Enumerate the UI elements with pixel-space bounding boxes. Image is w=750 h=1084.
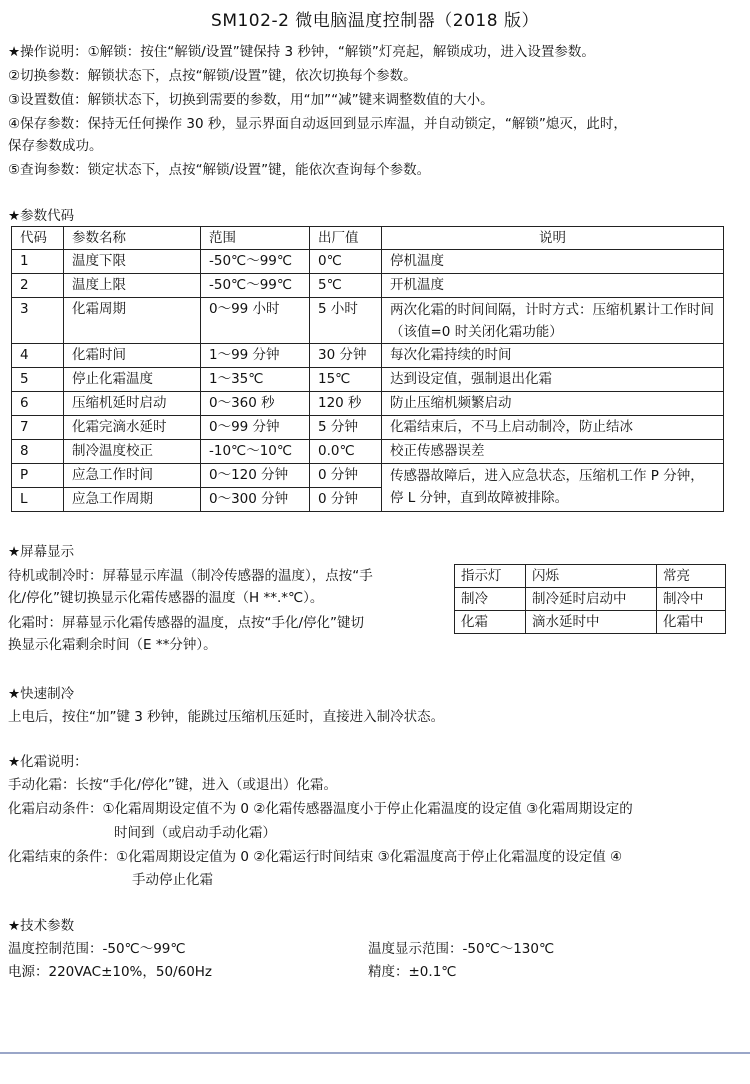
indicator-steady: 制冷中 — [657, 588, 726, 611]
tech-power: 电源：220VAC±10%，50/60Hz — [8, 964, 213, 980]
cell-name: 停止化霜温度 — [64, 368, 201, 392]
tech-disp-range: 温度显示范围：-50℃～130℃ — [368, 941, 555, 957]
cell-name: 应急工作周期 — [64, 488, 201, 512]
header-range: 范围 — [201, 227, 310, 250]
footer-divider — [0, 1052, 750, 1054]
cell-name: 化霜完滴水延时 — [64, 416, 201, 440]
cell-range: 0～120 分钟 — [201, 464, 310, 488]
cell-default: 0 分钟 — [310, 464, 382, 488]
indicator-header-steady: 常亮 — [657, 565, 726, 588]
header-default: 出厂值 — [310, 227, 382, 250]
cell-range: -50℃～99℃ — [201, 274, 310, 298]
indicator-light: 制冷 — [455, 588, 526, 611]
table-row — [12, 344, 724, 368]
cell-name: 应急工作时间 — [64, 464, 201, 488]
cell-name: 制冷温度校正 — [64, 440, 201, 464]
cell-range: 1～99 分钟 — [201, 344, 310, 368]
cell-code: L — [12, 488, 64, 512]
cell-desc: 化霜结束后，不马上启动制冷，防止结冰 — [382, 416, 724, 440]
cell-default: 0℃ — [310, 250, 382, 274]
params-heading: ★参数代码 — [8, 208, 75, 224]
cell-range: 0～360 秒 — [201, 392, 310, 416]
indicator-row — [455, 611, 726, 634]
cell-range: -50℃～99℃ — [201, 250, 310, 274]
table-row — [12, 416, 724, 440]
cell-code: 1 — [12, 250, 64, 274]
quick-heading: ★快速制冷 — [8, 686, 75, 702]
cell-code: 3 — [12, 298, 64, 344]
cell-desc: 两次化霜的时间间隔，计时方式：压缩机累计工作时间（该值=0 时关闭化霜功能） — [382, 298, 724, 344]
cell-range: -10℃～10℃ — [201, 440, 310, 464]
header-code: 代码 — [12, 227, 64, 250]
params-table — [11, 226, 724, 512]
cell-range: 0～300 分钟 — [201, 488, 310, 512]
indicator-steady: 化霜中 — [657, 611, 726, 634]
defrost-end-cont: 手动停止化霜 — [132, 872, 213, 888]
cell-desc: 开机温度 — [382, 274, 724, 298]
screen-defrost-cont: 换显示化霜剩余时间（E **分钟）。 — [8, 637, 217, 653]
header-name: 参数名称 — [64, 227, 201, 250]
indicator-row — [455, 588, 726, 611]
table-row — [12, 298, 724, 344]
table-row — [12, 368, 724, 392]
table-row — [12, 274, 724, 298]
cell-name: 温度下限 — [64, 250, 201, 274]
indicator-header-blink: 闪烁 — [526, 565, 657, 588]
ops-save-cont: 保存参数成功。 — [8, 138, 103, 154]
table-row — [12, 250, 724, 274]
cell-range: 1～35℃ — [201, 368, 310, 392]
cell-desc: 达到设定值，强制退出化霜 — [382, 368, 724, 392]
table-row — [12, 440, 724, 464]
quick-text: 上电后，按住“加”键 3 秒钟，能跳过压缩机压延时，直接进入制冷状态。 — [8, 709, 445, 725]
cell-desc: 传感器故障后，进入应急状态，压缩机工作 P 分钟，停 L 分钟，直到故障被排除。 — [382, 464, 724, 512]
table-row — [12, 464, 724, 488]
cell-code: 6 — [12, 392, 64, 416]
indicator-light: 化霜 — [455, 611, 526, 634]
cell-default: 0.0℃ — [310, 440, 382, 464]
indicator-header-row — [455, 565, 726, 588]
indicator-table — [454, 564, 726, 634]
defrost-manual: 手动化霜：长按“手化/停化”键，进入（或退出）化霜。 — [8, 777, 338, 793]
cell-code: 7 — [12, 416, 64, 440]
screen-defrost: 化霜时：屏幕显示化霜传感器的温度，点按“手化/停化”键切 — [8, 615, 365, 631]
cell-range: 0～99 小时 — [201, 298, 310, 344]
cell-code: 5 — [12, 368, 64, 392]
tech-ctrl-range: 温度控制范围：-50℃～99℃ — [8, 941, 186, 957]
ops-switch: ②切换参数：解锁状态下，点按“解锁/设置”键，依次切换每个参数。 — [8, 68, 417, 84]
screen-standby: 待机或制冷时：屏幕显示库温（制冷传感器的温度），点按“手 — [8, 568, 373, 584]
cell-code: 2 — [12, 274, 64, 298]
cell-name: 化霜周期 — [64, 298, 201, 344]
ops-unlock: ★操作说明：①解锁：按住“解锁/设置”键保持 3 秒钟，“解锁”灯亮起，解锁成功，进入设置参数。 — [8, 44, 595, 60]
cell-desc: 每次化霜持续的时间 — [382, 344, 724, 368]
cell-code: 8 — [12, 440, 64, 464]
defrost-start-cont: 时间到（或启动手动化霜） — [114, 825, 276, 841]
cell-code: 4 — [12, 344, 64, 368]
cell-desc: 停机温度 — [382, 250, 724, 274]
tech-heading: ★技术参数 — [8, 918, 75, 934]
cell-default: 15℃ — [310, 368, 382, 392]
cell-range: 0～99 分钟 — [201, 416, 310, 440]
ops-set: ③设置数值：解锁状态下，切换到需要的参数，用“加”“减”键来调整数值的大小。 — [8, 92, 494, 108]
defrost-heading: ★化霜说明： — [8, 754, 88, 770]
table-header-row — [12, 227, 724, 250]
defrost-start: 化霜启动条件：①化霜周期设定值不为 0 ②化霜传感器温度小于停止化霜温度的设定值 ③化霜周期设定的 — [8, 801, 633, 817]
cell-name: 温度上限 — [64, 274, 201, 298]
screen-standby-cont: 化/停化”键切换显示化霜传感器的温度（H **.*℃）。 — [8, 590, 324, 606]
page-title: SM102-2 微电脑温度控制器（2018 版） — [211, 11, 539, 31]
ops-query: ⑤查询参数：锁定状态下，点按“解锁/设置”键，能依次查询每个参数。 — [8, 162, 431, 178]
cell-default: 30 分钟 — [310, 344, 382, 368]
indicator-blink: 制冷延时启动中 — [526, 588, 657, 611]
indicator-blink: 滴水延时中 — [526, 611, 657, 634]
header-desc: 说明 — [382, 227, 724, 250]
tech-accuracy: 精度：±0.1℃ — [368, 964, 457, 980]
indicator-header-light: 指示灯 — [455, 565, 526, 588]
cell-default: 5 分钟 — [310, 416, 382, 440]
cell-name: 化霜时间 — [64, 344, 201, 368]
cell-default: 5℃ — [310, 274, 382, 298]
screen-heading: ★屏幕显示 — [8, 544, 75, 560]
cell-code: P — [12, 464, 64, 488]
cell-desc: 防止压缩机频繁启动 — [382, 392, 724, 416]
cell-desc: 校正传感器误差 — [382, 440, 724, 464]
defrost-end: 化霜结束的条件：①化霜周期设定值为 0 ②化霜运行时间结束 ③化霜温度高于停止化霜温度的设定值 ④ — [8, 849, 623, 865]
cell-default: 120 秒 — [310, 392, 382, 416]
cell-default: 5 小时 — [310, 298, 382, 344]
table-row — [12, 392, 724, 416]
ops-save: ④保存参数：保持无任何操作 30 秒，显示界面自动返回到显示库温，并自动锁定，“解锁”熄灭，此时， — [8, 116, 627, 132]
cell-name: 压缩机延时启动 — [64, 392, 201, 416]
cell-default: 0 分钟 — [310, 488, 382, 512]
